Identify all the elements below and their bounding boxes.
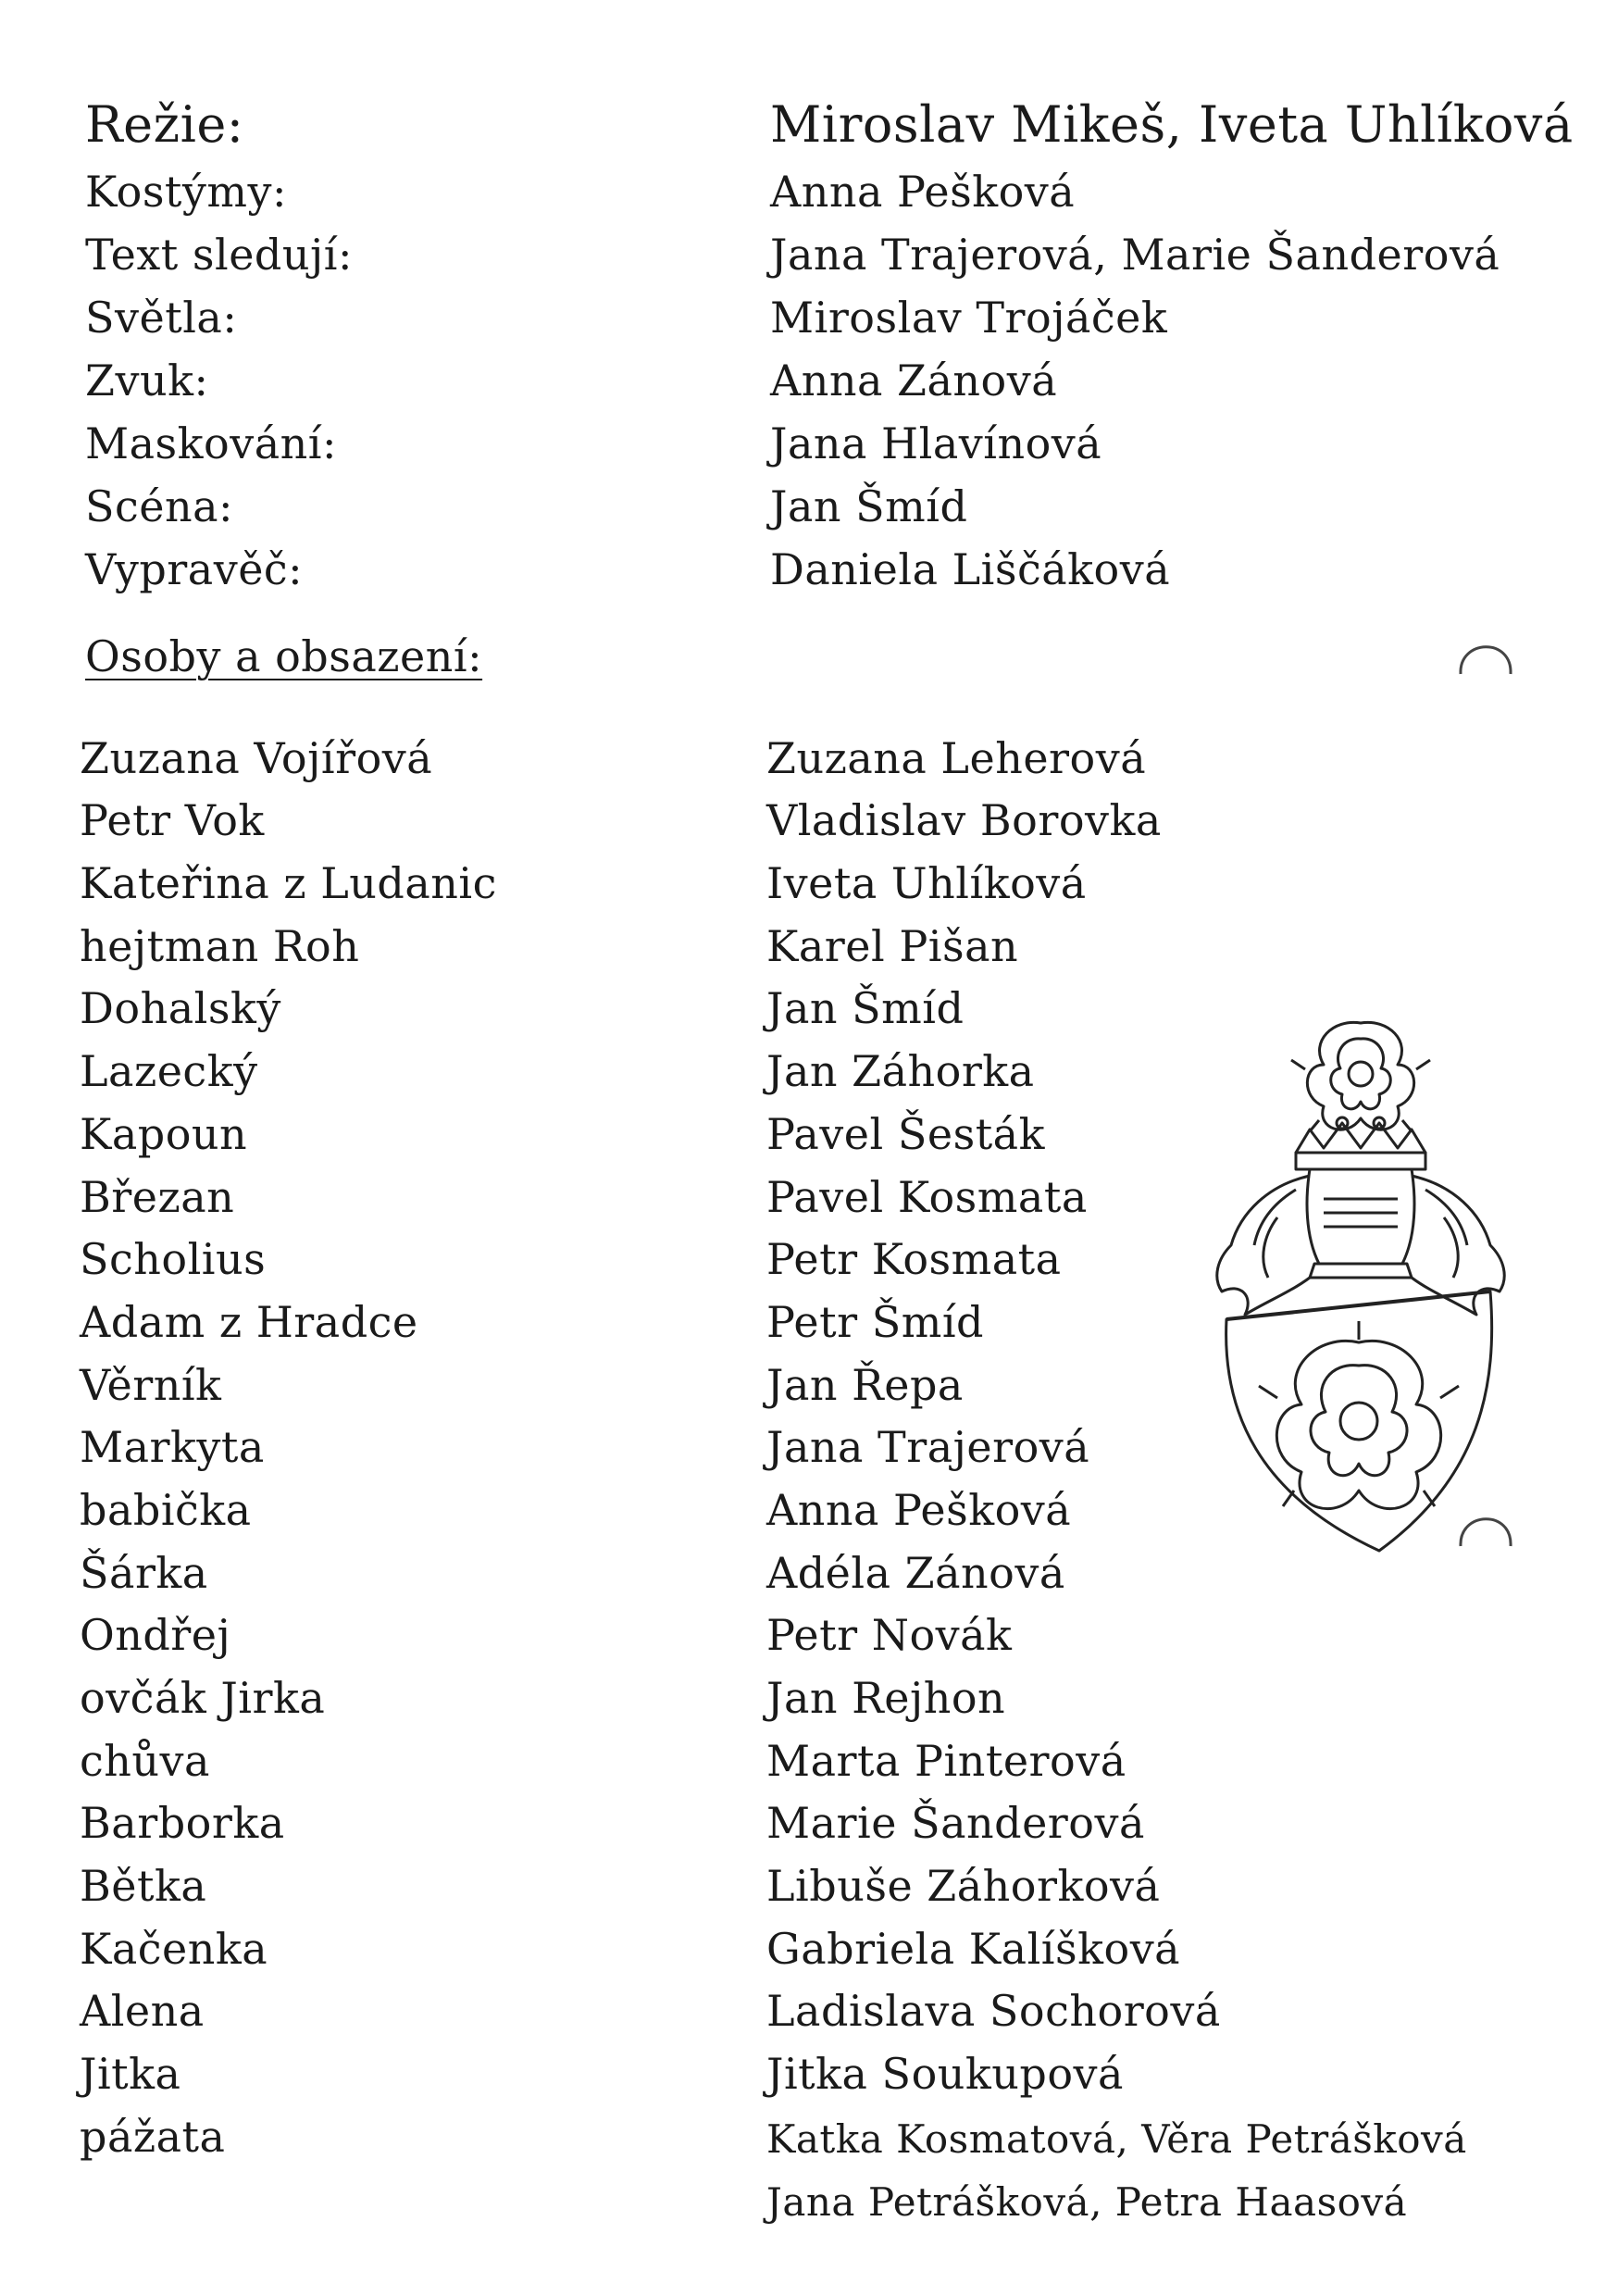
character-name: babička (80, 1484, 252, 1535)
actor-name: Pavel Kosmata (766, 1171, 1088, 1222)
crew-row (85, 81, 1603, 154)
actor-name: Karel Pišan (766, 920, 1019, 971)
crew-list (85, 81, 1603, 594)
actor-name: Jan Řepa (766, 1359, 964, 1410)
rose-coat-of-arms-icon (1203, 1014, 1518, 1560)
character-name: Kapoun (80, 1108, 248, 1159)
crew-person: Anna Pešková (770, 167, 1076, 217)
character-name: Kateřina z Ludanic (80, 858, 497, 909)
crew-role: Maskování: (85, 418, 337, 468)
crew-person: Miroslav Mikeš, Iveta Uhlíková (770, 95, 1574, 154)
actor-name: Petr Šmíd (766, 1296, 984, 1347)
character-name: Bětka (80, 1861, 207, 1912)
actor-name: Marie Šanderová (766, 1798, 1145, 1849)
character-name: pážata (80, 2111, 226, 2162)
cast-row (80, 908, 1598, 971)
actor-name: Katka Kosmatová, Věra Petrášková (766, 2115, 1467, 2162)
actor-name: Jan Rejhon (766, 1673, 1006, 1723)
character-name: ovčák Jirka (80, 1673, 326, 1723)
actor-name: Jana Petrášková, Petra Haasová (766, 2178, 1408, 2225)
cast-row (80, 1848, 1598, 1911)
cast-row (80, 1660, 1598, 1723)
actor-name: Anna Pešková (766, 1484, 1072, 1535)
actor-name: Iveta Uhlíková (766, 858, 1087, 909)
cast-row (80, 2036, 1598, 2099)
crew-role: Zvuk: (85, 356, 209, 406)
character-name: Věrník (80, 1359, 222, 1410)
character-name: Scholius (80, 1234, 267, 1285)
character-name: Kačenka (80, 1923, 268, 1974)
character-name: Lazecký (80, 1046, 258, 1097)
crew-role: Kostýmy: (85, 167, 288, 217)
character-name: Jitka (80, 2049, 181, 2100)
actor-name: Jan Záhorka (766, 1046, 1035, 1097)
actor-name: Jana Trajerová (766, 1422, 1090, 1473)
cast-row (80, 1598, 1598, 1661)
actor-name: Gabriela Kalíšková (766, 1923, 1181, 1974)
actor-name: Ladislava Sochorová (766, 1986, 1221, 2037)
crew-person: Jana Hlavínová (770, 418, 1102, 468)
crew-person: Jana Trajerová, Marie Šanderová (770, 230, 1500, 280)
cast-row (80, 2099, 1598, 2162)
crew-person: Daniela Liščáková (770, 544, 1171, 594)
actor-name: Adéla Zánová (766, 1547, 1065, 1598)
crew-row (85, 343, 1603, 406)
actor-name: Petr Novák (766, 1610, 1013, 1661)
character-name: Zuzana Vojířová (80, 732, 433, 783)
cast-row (80, 1723, 1598, 1786)
cast-row (80, 845, 1598, 908)
crew-row (85, 154, 1603, 217)
cast-row (80, 1911, 1598, 1974)
crew-row (85, 468, 1603, 531)
crew-person: Jan Šmíd (770, 481, 968, 531)
cast-row (80, 1974, 1598, 2037)
actor-name: Vladislav Borovka (766, 795, 1162, 846)
actor-name: Libuše Záhorková (766, 1861, 1161, 1912)
actor-name: Petr Kosmata (766, 1234, 1062, 1285)
cast-row (80, 783, 1598, 846)
crew-role: Režie: (85, 95, 244, 154)
character-name: Adam z Hradce (80, 1296, 418, 1347)
cast-row (80, 1786, 1598, 1849)
crew-role: Světla: (85, 293, 238, 343)
crew-person: Miroslav Trojáček (770, 293, 1168, 343)
crew-role: Text sledují: (85, 230, 353, 280)
actor-name: Marta Pinterová (766, 1735, 1126, 1786)
cast-row (80, 720, 1598, 783)
crew-person: Anna Zánová (770, 356, 1058, 406)
actor-name: Zuzana Leherová (766, 732, 1147, 783)
character-name: Dohalský (80, 983, 281, 1034)
actor-name: Pavel Šesták (766, 1108, 1045, 1159)
crew-row (85, 531, 1603, 594)
crew-role: Vypravěč: (85, 544, 304, 594)
crew-row (85, 406, 1603, 468)
actor-name: Jitka Soukupová (766, 2049, 1124, 2100)
punch-hole-icon (1453, 620, 1518, 685)
actor-name: Jan Šmíd (766, 983, 965, 1034)
character-name: Markyta (80, 1422, 265, 1473)
character-name: Šárka (80, 1547, 208, 1598)
character-name: chůva (80, 1735, 210, 1786)
crew-row (85, 217, 1603, 280)
crew-role: Scéna: (85, 481, 234, 531)
character-name: Alena (80, 1986, 205, 2037)
character-name: Petr Vok (80, 795, 265, 846)
character-name: Březan (80, 1171, 235, 1222)
cast-row (80, 2162, 1598, 2225)
crew-row (85, 280, 1603, 343)
character-name: hejtman Roh (80, 920, 360, 971)
character-name: Ondřej (80, 1610, 231, 1661)
character-name: Barborka (80, 1798, 285, 1849)
cast-heading: Osoby a obsazení: (85, 631, 483, 681)
